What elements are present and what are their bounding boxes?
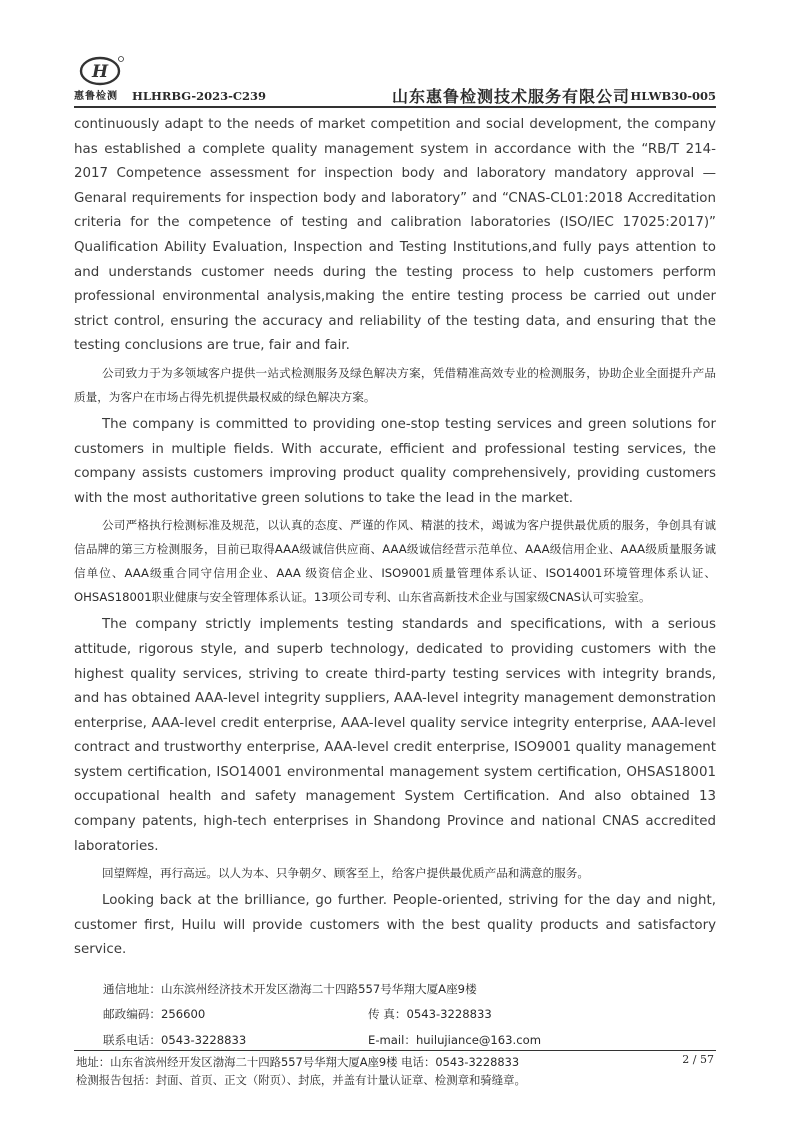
footer-divider [74, 1050, 716, 1051]
form-code: HLWB30-005 [630, 89, 716, 103]
svg-text:H: H [91, 62, 109, 82]
contact-phone: 联系电话：0543-3228833 [103, 1033, 247, 1047]
paragraph-zh-3: 公司严格执行检测标准及规范，以认真的态度、严谨的作风、精湛的技术，竭诚为客户提供最优质的服务，争创具有诚信品牌的第三方检测服务，目前已取得AAA级诚信供应商、AAA级诚信经营示范单位、AAA级信用企业、AAA级质量服务诚信单位、AAA级重合同守信用企业、AAA 级资信企业、ISO9001质量管理体系认证、ISO14001环境管理体系认证、OHSAS18001职业健康与安全管理体系认证。13项公司专利、山东省高新技术企业与国家级CNAS认可实验室。 [74, 518, 716, 605]
paragraph-zh-4: 回望辉煌，再行高远。以人为本、只争朝夕、顾客至上，给客户提供最优质产品和满意的服务。 [102, 866, 589, 881]
company-name: 山东惠鲁检测技术服务有限公司 [391, 87, 630, 106]
page-header [74, 52, 716, 104]
contact-email: E-mail：huilujiance@163.com [368, 1033, 542, 1047]
paragraph-en-3: The company strictly implements testing standards and specifications, with a serious attitude, rigorous style, and superb technology, dedicated to providing customers with the highest quality services, striving to create third-party testing services with integrity brands, and has obtained AAA-level integrity suppliers, AAA-level integrity management demonstration enterprise, AAA-level credit enterprise, AAA-level quality service integrity enterprise, AAA-level contract and trustworthy enterprise, AAA-level credit enterprise, ISO9001 quality management system certification, ISO14001 environmental management system certification, OHSAS18001 occupational health and safety management System Certification. And also obtained 13 company patents, high-tech enterprises in Shandong Province and national CNAS accredited laboratories. [74, 617, 716, 854]
paragraph-en-2: The company is committed to providing one-stop testing services and green solutions for customers in multiple fields. With accurate, efficient and professional testing services, the company assists customers improving product quality comprehensively, providing customers with the most authoritative green solutions to take the lead in the market. [74, 416, 716, 506]
contact-postcode: 邮政编码：256600 [103, 1007, 206, 1021]
logo-text: 惠鲁检测 [74, 91, 118, 102]
contact-address: 通信地址：山东滨州经济技术开发区渤海二十四路557号华翔大厦A座9楼 [103, 982, 477, 996]
page-number: 2 / 57 [682, 1053, 714, 1066]
paragraph-en-1: continuously adapt to the needs of market competition and social development, the company has established a complete quality management system in accordance with the “RB/T 214-2017 Competence assessment for inspection body and laboratory mandatory approval — Genaral requirements for inspection body and laboratory” and “CNAS-CL01:2018 Accreditation criteria for the competence of testing and calibration laboratories (ISO/IEC 17025:2017)” Qualification Ability Evaluation, Inspection and Testing Institutions,and fully pays attention to and understands customer needs during the testing process to help customers perform professional environmental analysis,making the entire testing process be carried out under strict control, ensuring the accuracy and reliability of the testing data, and ensuring that the testing conclusions are true, fair and fair. [74, 117, 716, 354]
body-content [74, 113, 716, 963]
header-divider [74, 106, 716, 108]
footer-report-note: 检测报告包括：封面、首页、正文（附页）、封底，并盖有计量认证章、检测章和骑缝章。 [76, 1073, 526, 1087]
company-logo-icon [78, 54, 126, 88]
contact-fax: 传 真：0543-3228833 [368, 1007, 492, 1021]
report-number: HLHRBG-2023-C239 [132, 89, 267, 103]
paragraph-zh-2: 公司致力于为多领域客户提供一站式检测服务及绿色解决方案，凭借精准高效专业的检测服务，协助企业全面提升产品质量，为客户在市场占得先机提供最权威的绿色解决方案。 [74, 365, 716, 404]
footer-address: 地址：山东省滨州经开发区渤海二十四路557号华翔大厦A座9楼 电话：0543-3228833 [76, 1055, 520, 1069]
paragraph-en-4: Looking back at the brilliance, go further. People-oriented, striving for the day and night, customer first, Huilu will provide customers with the best quality products and satisfactory service. [74, 893, 716, 958]
